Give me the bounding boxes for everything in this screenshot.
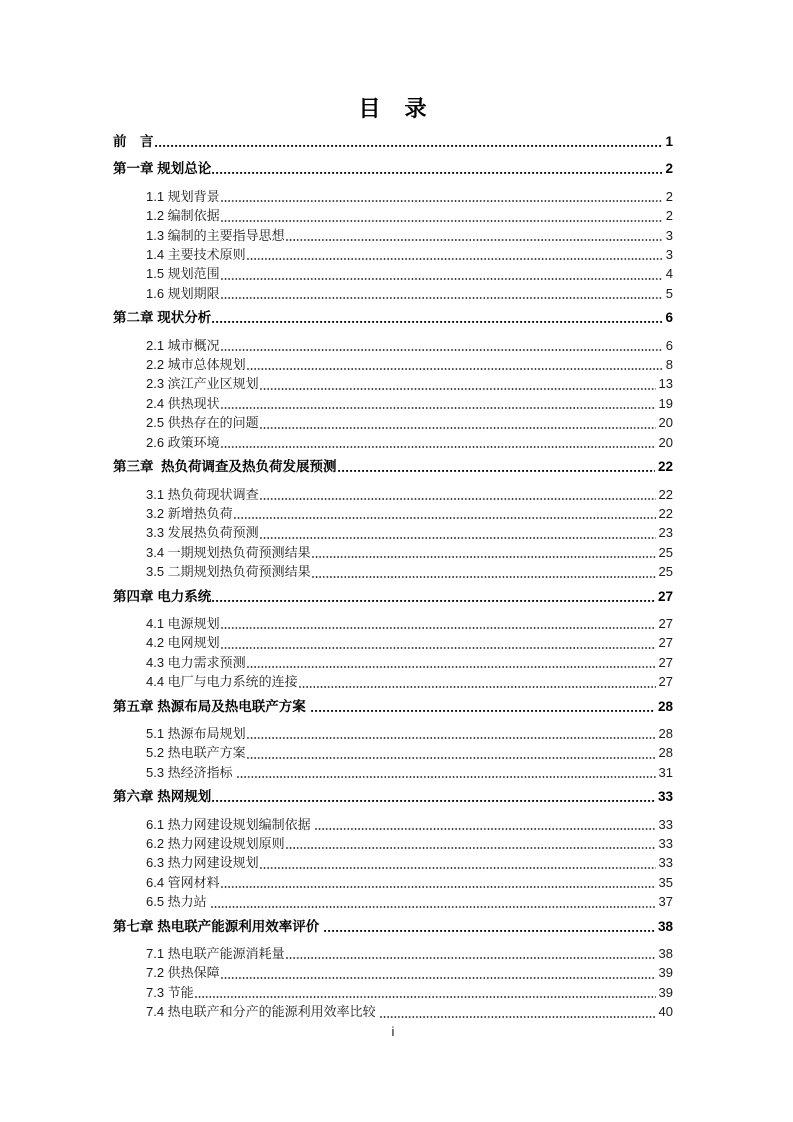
toc-entry[interactable] [113,633,673,652]
dot-leader [286,944,656,963]
toc-entry-page-number: 27 [658,674,673,690]
dot-leader [195,983,656,1002]
toc-entry-page-number: 25 [658,564,673,580]
toc-entry-label: 7.4 热电联产和分产的能源利用效率比较 [146,1004,380,1020]
dot-leader [260,853,656,872]
dot-leader [221,264,663,283]
toc-entry[interactable] [113,853,673,872]
toc-entry-label: 1.4 主要技术原则 [146,247,246,263]
toc-entry-page-number: 22 [658,486,673,502]
dot-leader [212,159,662,178]
toc-entry[interactable] [113,653,673,672]
toc-entry[interactable] [113,308,673,327]
toc-entry[interactable] [113,963,673,982]
dot-leader [286,226,663,245]
toc-entry[interactable] [113,132,673,151]
toc-entry-page-number: 2 [665,188,673,204]
toc-entry-label: 5.3 热经济指标 [146,764,237,780]
dot-leader [221,394,656,413]
toc-entry[interactable] [113,374,673,393]
toc-entry-label: 第五章 热源布局及热电联产方案 [113,698,310,714]
toc-entry-label: 4.2 电网规划 [146,635,220,651]
toc-entry-label: 6.1 热力网建设规划编制依据 [146,816,315,832]
toc-entry-label: 7.2 供热保障 [146,965,220,981]
toc-entry-page-number: 28 [657,698,673,714]
toc-entry-page-number: 3 [665,247,673,263]
toc-entry[interactable] [113,485,673,504]
dot-leader [155,132,663,151]
dot-leader [221,873,656,892]
dot-leader [338,457,655,476]
toc-entry-page-number: 33 [658,855,673,871]
toc-entry[interactable] [113,187,673,206]
toc-entry[interactable] [113,1002,673,1021]
toc-entry-label: 1.1 规划背景 [146,188,220,204]
toc-entry-label: 6.3 热力网建设规划 [146,855,259,871]
toc-entry-page-number: 27 [658,635,673,651]
toc-entry[interactable] [113,672,673,691]
toc-entry-label: 第三章 热负荷调查及热负荷发展预测 [113,459,337,475]
toc-entry-label: 3.3 发展热负荷预测 [146,525,259,541]
toc-entry-page-number: 27 [657,588,673,604]
toc-list [113,132,673,1022]
toc-entry[interactable] [113,724,673,743]
toc-entry[interactable] [113,983,673,1002]
toc-entry-label: 3.4 一期规划热负荷预测结果 [146,544,311,560]
toc-entry[interactable] [113,892,673,911]
toc-entry[interactable] [113,264,673,283]
toc-entry-page-number: 33 [658,836,673,851]
toc-entry-label: 2.5 供热存在的问题 [146,415,259,431]
toc-entry[interactable] [113,743,673,762]
toc-entry-page-number: 13 [658,376,673,392]
toc-entry[interactable] [113,697,673,716]
dot-leader [380,1002,655,1021]
toc-entry-label: 4.3 电力需求预测 [146,654,246,670]
toc-entry-page-number: 35 [658,874,673,890]
toc-entry[interactable] [113,355,673,374]
toc-entry-label: 第七章 热电联产能源利用效率评价 [113,918,324,934]
toc-entry[interactable] [113,523,673,542]
toc-entry[interactable] [113,413,673,432]
toc-entry-page-number: 3 [665,227,673,243]
toc-entry-page-number: 33 [657,789,673,805]
toc-entry-page-number: 39 [658,984,673,1000]
toc-entry[interactable] [113,944,673,963]
toc-entry-page-number: 2 [665,161,673,177]
toc-entry-label: 1.6 规划期限 [146,285,220,301]
dot-leader [324,917,655,936]
toc-entry[interactable] [113,336,673,355]
toc-entry[interactable] [113,873,673,892]
toc-entry-label: 6.5 热力站 [146,894,211,910]
toc-entry-page-number: 40 [658,1004,673,1020]
page-title: 目 录 [358,96,428,121]
toc-entry[interactable] [113,614,673,633]
toc-entry-label: 3.1 热负荷现状调查 [146,486,259,502]
toc-entry-page-number: 28 [658,745,673,761]
toc-entry[interactable] [113,433,673,452]
toc-entry[interactable] [113,543,673,562]
toc-entry-page-number: 25 [658,544,673,560]
toc-entry-label: 5.1 热源布局规划 [146,725,246,741]
dot-leader [312,543,656,562]
toc-entry-page-number: 31 [658,764,673,780]
toc-entry[interactable] [113,917,673,936]
toc-entry[interactable] [113,834,673,853]
dot-leader [221,284,663,303]
dot-leader [247,245,663,264]
dot-leader [312,562,656,581]
toc-entry-page-number: 23 [658,525,673,541]
dot-leader [221,433,656,452]
toc-entry[interactable] [113,284,673,303]
toc-entry-label: 第二章 现状分析 [113,310,212,326]
toc-entry-label: 2.6 政策环境 [146,434,220,450]
toc-entry-label: 7.1 热电联产能源消耗量 [146,946,285,962]
toc-entry[interactable] [113,504,673,523]
toc-entry-page-number: 5 [665,285,673,301]
toc-entry-page-number: 8 [665,357,673,373]
dot-leader [247,724,656,743]
toc-entry[interactable] [113,457,673,476]
toc-entry-label: 1.2 编制依据 [146,208,220,224]
toc-entry-page-number: 27 [658,615,673,631]
toc-entry-label: 第四章 电力系统 [113,588,212,604]
dot-leader [311,697,655,716]
dot-leader [234,504,656,523]
dot-leader [212,587,655,606]
toc-entry-label: 第六章 热网规划 [113,789,212,805]
toc-entry-label: 第一章 规划总论 [113,161,212,177]
toc-entry-page-number: 2 [665,208,673,224]
dot-leader [260,374,656,393]
toc-entry-label: 6.2 热力网建设规划原则 [146,836,285,851]
dot-leader [247,653,656,672]
toc-entry-page-number: 39 [658,965,673,981]
dot-leader [221,206,663,225]
toc-entry[interactable] [113,159,673,178]
toc-entry[interactable] [113,763,673,782]
toc-entry-label: 前 言 [113,134,154,149]
toc-entry-label: 4.1 电源规划 [146,615,220,631]
toc-entry[interactable] [113,245,673,264]
toc-entry-page-number: 1 [665,134,673,149]
toc-entry[interactable] [113,815,673,834]
dot-leader [221,633,656,652]
page-number-footer: i [391,1023,395,1039]
toc-entry-page-number: 6 [665,310,673,326]
toc-entry-page-number: 38 [658,946,673,962]
toc-entry[interactable] [113,787,673,806]
toc-entry-label: 4.4 电厂与电力系统的连接 [146,674,298,690]
dot-leader [221,187,663,206]
toc-entry[interactable] [113,206,673,225]
dot-leader [286,834,656,853]
dot-leader [247,743,656,762]
toc-entry-page-number: 27 [658,654,673,670]
dot-leader [221,614,656,633]
toc-entry-page-number: 22 [658,505,673,521]
toc-entry-page-number: 33 [658,816,673,832]
toc-entry-label: 7.3 节能 [146,984,194,1000]
toc-entry-page-number: 19 [658,395,673,411]
toc-entry-page-number: 4 [665,266,673,282]
toc-entry-page-number: 37 [658,894,673,910]
toc-entry-page-number: 20 [658,415,673,431]
toc-entry-label: 3.5 二期规划热负荷预测结果 [146,564,311,580]
dot-leader [315,815,655,834]
dot-leader [247,355,663,374]
dot-leader [212,787,655,806]
dot-leader [221,336,663,355]
toc-entry-page-number: 28 [658,725,673,741]
toc-entry-page-number: 6 [665,337,673,353]
toc-entry[interactable] [113,562,673,581]
toc-entry-page-number: 22 [657,459,673,475]
dot-leader [221,963,656,982]
toc-entry-label: 1.5 规划范围 [146,266,220,282]
dot-leader [237,763,655,782]
dot-leader [260,523,656,542]
toc-entry-page-number: 38 [657,918,673,934]
toc-entry[interactable] [113,226,673,245]
dot-leader [212,308,662,327]
toc-entry-label: 2.2 城市总体规划 [146,357,246,373]
toc-entry-label: 2.1 城市概况 [146,337,220,353]
toc-entry-label: 1.3 编制的主要指导思想 [146,227,285,243]
toc-entry[interactable] [113,394,673,413]
dot-leader [299,672,656,691]
toc-entry-label: 2.3 滨江产业区规划 [146,376,259,392]
toc-entry-label: 2.4 供热现状 [146,395,220,411]
toc-entry-label: 3.2 新增热负荷 [146,505,233,521]
toc-entry[interactable] [113,587,673,606]
toc-entry-page-number: 20 [658,434,673,450]
toc-entry-label: 6.4 管网材料 [146,874,220,890]
dot-leader [211,892,655,911]
dot-leader [260,485,656,504]
toc-entry-label: 5.2 热电联产方案 [146,745,246,761]
dot-leader [260,413,656,432]
